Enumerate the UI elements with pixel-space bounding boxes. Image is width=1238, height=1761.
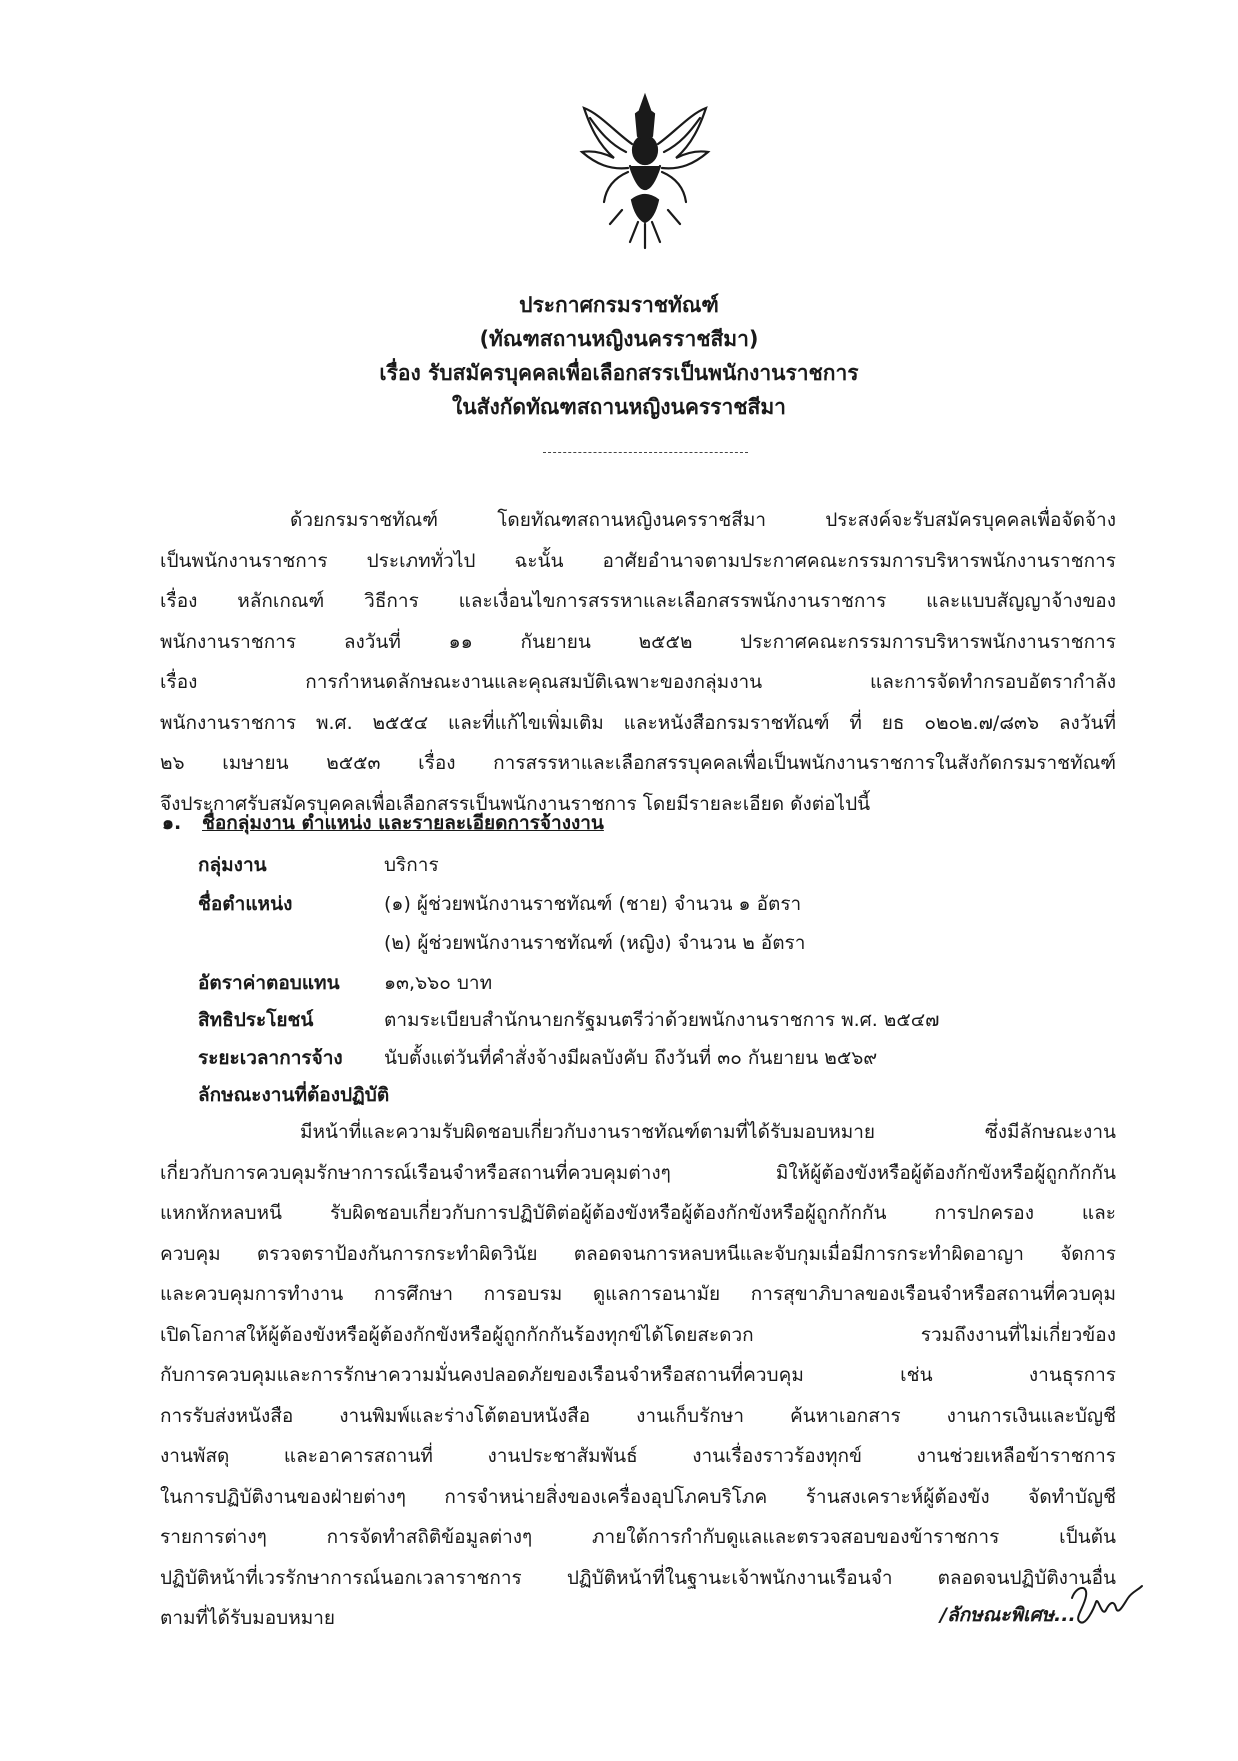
paragraph-line: ๒๖ เมษายน ๒๕๕๓ เรื่อง การสรรหาและเลือกสรรบุคคลเพื่อเป็นพนักงานราชการในสังกัดกรมราชทัณฑ์ <box>160 752 1116 774</box>
section-title-text: ชื่อกลุ่มงาน ตำแหน่ง และรายละเอียดการจ้างงาน <box>202 812 604 834</box>
position-value: (๒) ผู้ช่วยพนักงานราชทัณฑ์ (หญิง) จำนวน ๒ อัตรา <box>384 932 806 954</box>
heading-line: ประกาศกรมราชทัณฑ์ <box>519 293 719 317</box>
duties-paragraph <box>160 1112 1116 1639</box>
paragraph-line: ปฏิบัติหน้าที่เวรรักษาการณ์นอกเวลาราชการ ปฏิบัติหน้าที่ในฐานะเจ้าพนักงานเรือนจำ ตลอดจนปฏิบัติงานอื่น <box>160 1566 1116 1589</box>
benefit-label: สิทธิประโยชน์ <box>198 1009 314 1031</box>
heading-line: เรื่อง รับสมัครบุคคลเพื่อเลือกสรรเป็นพนักงานราชการ <box>379 361 859 385</box>
salary-value: ๑๓,๖๖๐ บาท <box>384 972 493 994</box>
garuda-emblem-icon <box>570 92 720 252</box>
paragraph-line: แหกหักหลบหนี รับผิดชอบเกี่ยวกับการปฏิบัติต่อผู้ต้องขังหรือผู้ต้องกักขังหรือผู้ถูกกักกัน การปกครอง และ <box>160 1202 1116 1224</box>
period-label: ระยะเวลาการจ้าง <box>198 1047 343 1069</box>
heading-line: ในสังกัดทัณฑสถานหญิงนครราชสีมา <box>452 395 786 419</box>
paragraph-line: รายการต่างๆ การจัดทำสถิติข้อมูลต่างๆ ภายใต้การกำกับดูแลและตรวจสอบของข้าราชการ เป็นต้น <box>160 1526 1116 1548</box>
paragraph-line: ควบคุม ตรวจตราป้องกันการกระทำผิดวินัย ตลอดจนการหลบหนีและจับกุมเมื่อมีการกระทำผิดอาญา จัดการ <box>160 1242 1116 1265</box>
paragraph-line: มีหน้าที่และความรับผิดชอบเกี่ยวกับงานราชทัณฑ์ตามที่ได้รับมอบหมาย ซึ่งมีลักษณะงาน <box>300 1121 1116 1143</box>
divider <box>543 452 748 453</box>
paragraph-line: และควบคุมการทำงาน การศึกษา การอบรม ดูแลการอนามัย การสุขาภิบาลของเรือนจำหรือสถานที่ควบคุม <box>160 1283 1116 1305</box>
paragraph-line: ด้วยกรมราชทัณฑ์ โดยทัณฑสถานหญิงนครราชสีมา ประสงค์จะรับสมัครบุคคลเพื่อจัดจ้าง <box>290 509 1116 531</box>
paragraph-line: พนักงานราชการ ลงวันที่ ๑๑ กันยายน ๒๕๕๒ ประกาศคณะกรรมการบริหารพนักงานราชการ <box>160 630 1116 653</box>
group-label: กลุ่มงาน <box>198 854 267 876</box>
paragraph-line: ในการปฏิบัติงานของฝ่ายต่างๆ การจำหน่ายสิ่งของเครื่องอุปโภคบริโภค ร้านสงเคราะห์ผู้ต้องขัง จัดทำบัญชี <box>160 1485 1116 1508</box>
salary-label: อัตราค่าตอบแทน <box>198 972 340 994</box>
benefit-value: ตามระเบียบสำนักนายกรัฐมนตรีว่าด้วยพนักงานราชการ พ.ศ. ๒๕๔๗ <box>384 1009 940 1031</box>
heading-line: (ทัณฑสถานหญิงนครราชสีมา) <box>479 327 759 351</box>
paragraph-line: ตามที่ได้รับมอบหมาย <box>160 1607 336 1629</box>
paragraph-line: เป็นพนักงานราชการ ประเภททั่วไป ฉะนั้น อาศัยอำนาจตามประกาศคณะกรรมการบริหารพนักงานราชการ <box>160 549 1116 572</box>
paragraph-line: เรื่อง หลักเกณฑ์ วิธีการ และเงื่อนไขการสรรหาและเลือกสรรพนักงานราชการ และแบบสัญญาจ้างของ <box>160 590 1116 612</box>
paragraph-line: กับการควบคุมและการรักษาความมั่นคงปลอดภัยของเรือนจำหรือสถานที่ควบคุม เช่น งานธุรการ <box>160 1364 1116 1386</box>
duty-label: ลักษณะงานที่ต้องปฏิบัติ <box>198 1084 390 1106</box>
group-value: บริการ <box>384 854 439 876</box>
position-value: (๑) ผู้ช่วยพนักงานราชทัณฑ์ (ชาย) จำนวน ๑ อัตรา <box>384 893 802 915</box>
paragraph-line: งานพัสดุ และอาคารสถานที่ งานประชาสัมพันธ์ งานเรื่องราวร้องทุกข์ งานช่วยเหลือข้าราชการ <box>160 1445 1116 1467</box>
paragraph-line: การรับส่งหนังสือ งานพิมพ์และร่างโต้ตอบหนังสือ งานเก็บรักษา ค้นหาเอกสาร งานการเงินและบัญชี <box>160 1404 1116 1427</box>
paragraph-line: เกี่ยวกับการควบคุมรักษาการณ์เรือนจำหรือสถานที่ควบคุมต่างๆ มิให้ผู้ต้องขังหรือผู้ต้องกักขังหรือผู้ถูกกักกัน <box>160 1161 1116 1184</box>
paragraph-line: จึงประกาศรับสมัครบุคคลเพื่อเลือกสรรเป็นพนักงานราชการ โดยมีรายละเอียด ดังต่อไปนี้ <box>160 792 871 815</box>
paragraph-line: เปิดโอกาสให้ผู้ต้องขังหรือผู้ต้องกักขังหรือผู้ถูกกักกันร้องทุกข์ได้โดยสะดวก รวมถึงงานที่ไม่เกี่ยวข้อง <box>160 1323 1116 1346</box>
announcement-heading <box>0 288 1238 424</box>
paragraph-line: พนักงานราชการ พ.ศ. ๒๕๕๔ และที่แก้ไขเพิ่มเติม และหนังสือกรมราชทัณฑ์ ที่ ยธ ๐๒๐๒.๗/๘๓๖ ลงวันที่ <box>160 711 1116 734</box>
section-title <box>162 808 604 838</box>
section-number: ๑. <box>162 812 182 834</box>
position-label: ชื่อตำแหน่ง <box>198 893 293 915</box>
intro-paragraph <box>160 500 1116 824</box>
continuation-text: /ลักษณะพิเศษ... <box>940 1604 1076 1626</box>
initials-signature <box>1066 1578 1146 1628</box>
paragraph-line: เรื่อง การกำหนดลักษณะงานและคุณสมบัติเฉพาะของกลุ่มงาน และการจัดทำกรอบอัตรากำลัง <box>160 671 1116 693</box>
period-value: นับตั้งแต่วันที่คำสั่งจ้างมีผลบังคับ ถึงวันที่ ๓๐ กันยายน ๒๕๖๙ <box>384 1047 878 1069</box>
